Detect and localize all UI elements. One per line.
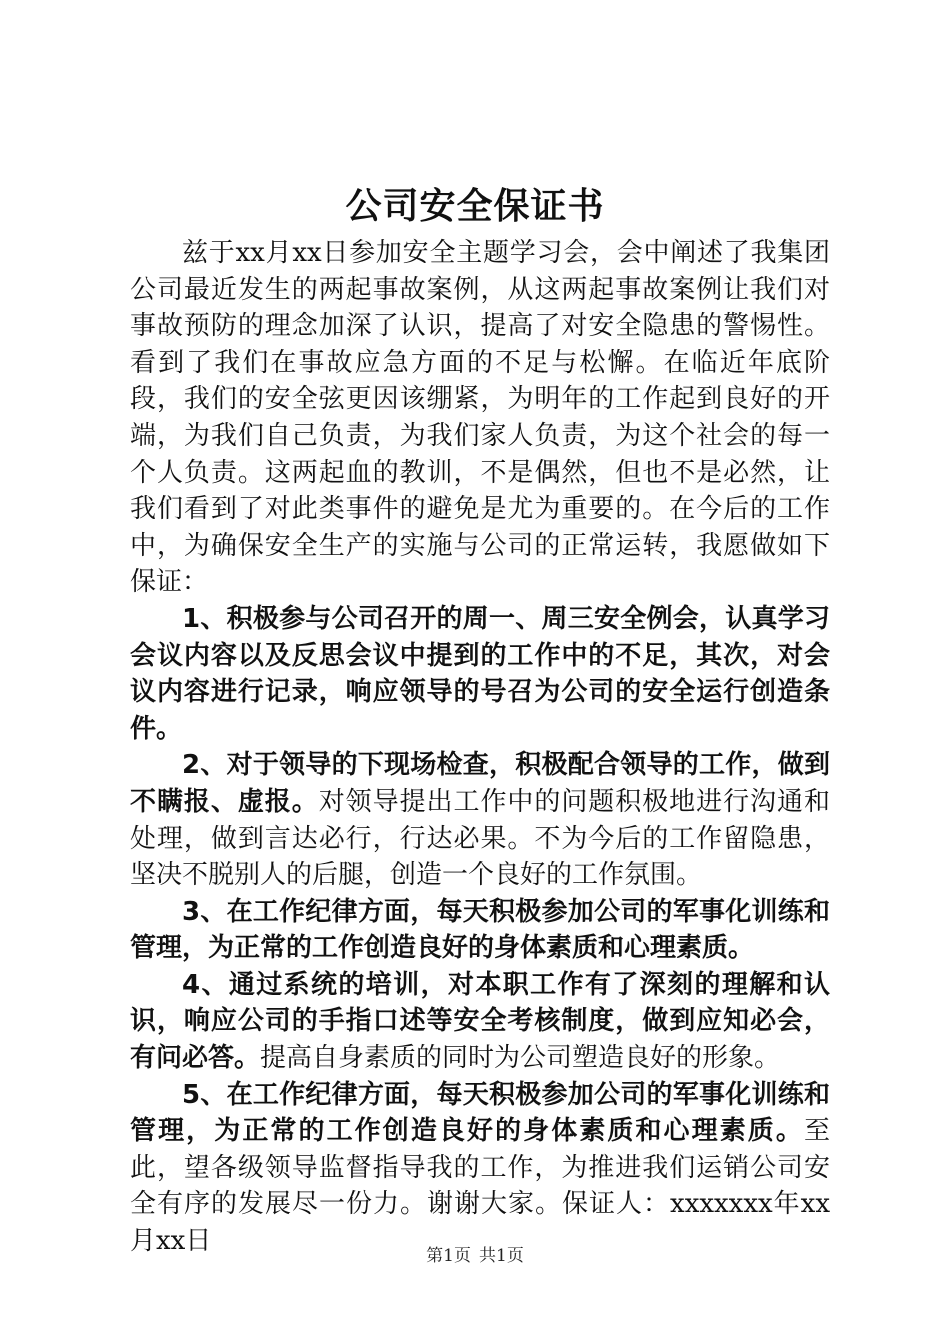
item-3-lead: 3、在工作纪律方面，每天积极参加公司的军事化训练和管理，为正常的工作创造良好的身体素质和心理素质。 [130, 896, 830, 964]
document-body [130, 235, 830, 1260]
intro-paragraph: 兹于xx月xx日参加安全主题学习会，会中阐述了我集团公司最近发生的两起事故案例，从这两起事故案例让我们对事故预防的理念加深了认识，提高了对安全隐患的警惕性。看到了我们在事故应急方面的不足与松懈。在临近年底阶段，我们的安全弦更因该绷紧，为明年的工作起到良好的开端，为我们自己负责，为我们家人负责，为这个社会的每一个人负责。这两起血的教训，不是偶然，但也不是必然，让我们看到了对此类事件的避免是尤为重要的。在今后的工作中，为确保安全生产的实施与公司的正常运转，我愿做如下保证： [130, 238, 830, 598]
page-total: 共1页 [479, 1246, 524, 1266]
page-number: 第1页 [426, 1246, 471, 1266]
page-footer [0, 1244, 950, 1268]
document-title: 公司安全保证书 [345, 185, 605, 227]
item-1-lead: 1、积极参与公司召开的周一、周三安全例会，认真学习会议内容以及反思会议中提到的工作中的不足，其次，对会议内容进行记录，响应领导的号召为公司的安全运行创造条件。 [130, 603, 830, 744]
item-2-lead: 2、对于领导的下现场检查，积极配合领导的工作，做到不瞒报、虚报。 [130, 750, 830, 817]
item-paragraph-1 [130, 601, 830, 747]
item-2-rest: 对领导提出工作中的问题积极地进行沟通和处理，做到言达必行，行达必果。不为今后的工作留隐患，坚决不脱别人的后腿，创造一个良好的工作氛围。 [130, 786, 830, 891]
item-paragraph-4 [130, 967, 830, 1077]
item-paragraph-2 [130, 747, 830, 893]
item-paragraph-3 [130, 894, 830, 967]
item-5-lead: 5、在工作纪律方面，每天积极参加公司的军事化训练和管理，为正常的工作创造良好的身体素质和心理素质。 [130, 1079, 830, 1147]
item-5-rest: 至此，望各级领导监督指导我的工作，为推进我们运销公司安全有序的发展尽一份力。谢谢大家。保证人：xxxxxxx年xx月xx日 [130, 1116, 830, 1257]
item-4-lead: 4、通过系统的培训，对本职工作有了深刻的理解和认识，响应公司的手指口述等安全考核制度，做到应知必会，有问必答。 [130, 969, 830, 1074]
item-paragraph-5 [130, 1077, 830, 1260]
item-4-rest: 提高自身素质的同时为公司塑造良好的形象。 [260, 1043, 781, 1074]
